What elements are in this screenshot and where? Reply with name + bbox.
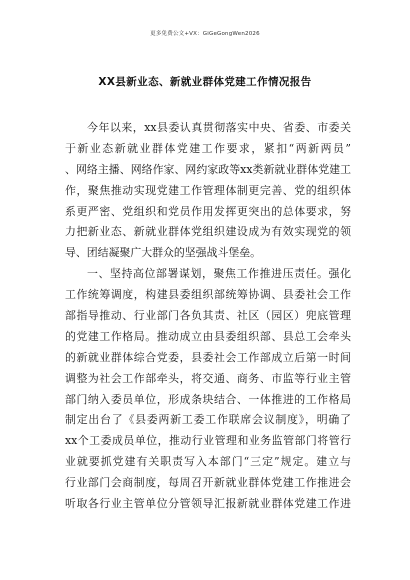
paragraph-2-line: 调整为社会工作部牵头，将交通、商务、市监等行业主管 xyxy=(65,371,351,385)
paragraph-2-line: 的新就业群体综合党委，县委社会工作部成立后第一时间 xyxy=(65,350,351,364)
header-note: 更多免费公文+VX：GiGeGongWen2026 xyxy=(150,31,260,37)
paragraph-1-line: 、网络主播、网络作家、网约家政等xx类新就业群体党建工 xyxy=(65,162,351,176)
paragraph-1-line: 作，聚焦推动实现党建工作管理体制更完善、党的组织体 xyxy=(65,183,351,197)
paragraph-2-line: 行业部门会商制度，每周召开新就业群体党建工作推进会 xyxy=(65,476,351,490)
paragraph-2-line: 部指导推动、行业部门各负其责、社区（园区）兜底管理 xyxy=(65,309,351,323)
paragraph-1-line: 今年以来，xx县委认真贯彻落实中央、省委、市委关 xyxy=(87,121,351,134)
document-body xyxy=(65,118,351,515)
document-title: XX县新业态、新就业群体党建工作情况报告 xyxy=(98,76,312,88)
paragraph-2-line: 工作统筹调度，构建县委组织部统筹协调、县委社会工作 xyxy=(65,288,351,302)
paragraph-2-line: 部门纳入委员单位，形成条块结合、一体推进的工作格局 xyxy=(65,392,351,406)
paragraph-2-line: 的党建工作格局。推动成立由县委组织部、县总工会牵头 xyxy=(65,329,351,343)
paragraph-1-line: 系更严密、党组织和党员作用发挥更突出的总体要求，努 xyxy=(65,204,351,218)
paragraph-2-line: xx个工委成员单位，推动行业管理和业务监管部门将管行 xyxy=(65,434,351,448)
paragraph-2-line: 制定出台了《县委两新工委工作联席会议制度》，明确了 xyxy=(65,413,351,427)
paragraph-2-line: 业就要抓党建有关职责写入本部门“三定”规定。建立与 xyxy=(65,455,351,469)
paragraph-1-line: 力把新业态、新就业群体党组织建设成为有效实现党的领 xyxy=(65,225,351,239)
paragraph-2-line: 听取各行业主管单位分管领导汇报新就业群体党建工作进 xyxy=(65,497,351,511)
paragraph-1-line: 于新业态新就业群体党建工作要求，紧扣“两新两员” xyxy=(65,141,351,155)
paragraph-1-line: 导、团结凝聚广大群众的坚强战斗堡垒。 xyxy=(65,246,262,260)
paragraph-2-line: 一、坚持高位部署谋划，聚焦工作推进压责任。强化 xyxy=(87,267,351,281)
